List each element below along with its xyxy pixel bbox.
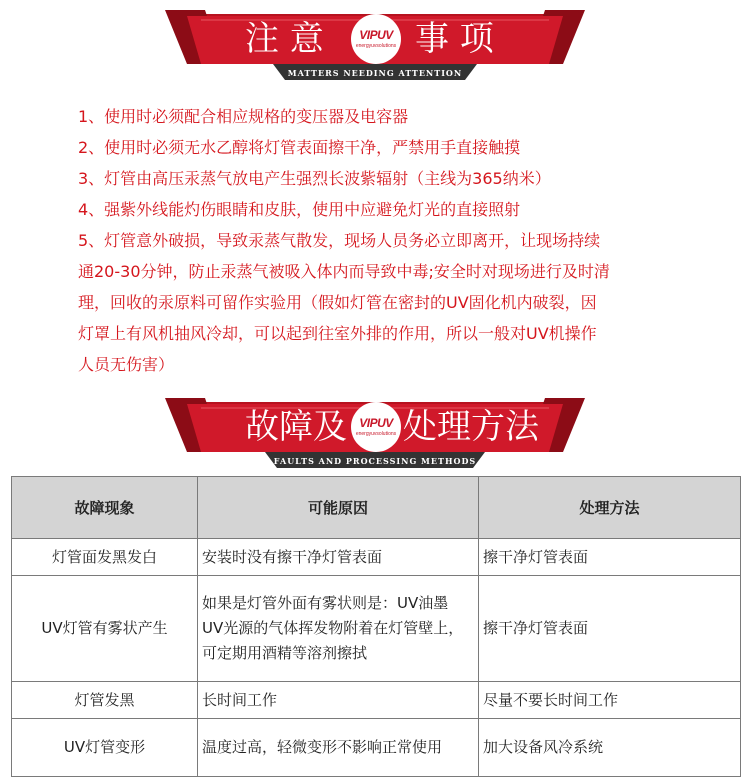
faults-table bbox=[11, 476, 741, 777]
column-header-cause: 可能原因 bbox=[198, 477, 479, 539]
note-line: 4、强紫外线能灼伤眼睛和皮肤，使用中应避免灯光的直接照射 bbox=[78, 200, 521, 219]
attention-banner bbox=[165, 8, 585, 78]
table-row bbox=[12, 719, 741, 777]
faults-title-left: 故障及 bbox=[245, 407, 347, 447]
fix-cell: 尽量不要长时间工作 bbox=[479, 682, 741, 719]
symptom-cell: UV灯管变形 bbox=[12, 719, 198, 777]
faults-title-right: 处理方法 bbox=[403, 407, 539, 447]
note-line: 通20-30分钟，防止汞蒸气被吸入体内而导致中毒;安全时对现场进行及时清 bbox=[78, 262, 610, 281]
table-row bbox=[12, 682, 741, 719]
column-header-symptom: 故障现象 bbox=[12, 477, 198, 539]
attention-title-right: 事 项 bbox=[415, 19, 494, 59]
cause-cell: 温度过高，轻微变形不影响正常使用 bbox=[198, 719, 479, 777]
attention-subtitle: MATTERS NEEDING ATTENTION bbox=[287, 68, 463, 78]
logo-subtext: energyuvsolutions bbox=[355, 43, 397, 49]
cause-cell: 安装时没有擦干净灯管表面 bbox=[198, 539, 479, 576]
note-line: 1、使用时必须配合相应规格的变压器及电容器 bbox=[78, 107, 409, 126]
note-line: 人员无伤害） bbox=[78, 355, 175, 374]
note-line: 2、使用时必须无水乙醇将灯管表面擦干净，严禁用手直接触摸 bbox=[78, 138, 521, 157]
column-header-fix: 处理方法 bbox=[479, 477, 741, 539]
symptom-cell: 灯管发黑 bbox=[12, 682, 198, 719]
attention-title-left: 注 意 bbox=[245, 19, 324, 59]
table-row bbox=[12, 576, 741, 682]
note-line: 理，回收的汞原料可留作实验用（假如灯管在密封的UV固化机内破裂，因 bbox=[78, 293, 597, 312]
cause-cell: 如果是灯管外面有雾状则是：UV油墨 UV光源的气体挥发物附着在灯管壁上，可定期用酒精等溶剂擦拭 bbox=[198, 576, 479, 682]
faults-subtitle: FAULTS AND PROCESSING METHODS bbox=[273, 456, 477, 466]
note-line: 5、灯管意外破损，导致汞蒸气散发，现场人员务必立即离开，让现场持续 bbox=[78, 231, 601, 250]
attention-notes-list bbox=[78, 101, 718, 380]
logo-subtext: energyuvsolutions bbox=[355, 431, 397, 437]
symptom-cell: 灯管面发黑发白 bbox=[12, 539, 198, 576]
fix-cell: 加大设备风冷系统 bbox=[479, 719, 741, 777]
cause-cell: 长时间工作 bbox=[198, 682, 479, 719]
faults-banner bbox=[165, 396, 585, 466]
fix-cell: 擦干净灯管表面 bbox=[479, 576, 741, 682]
note-line: 3、灯管由高压汞蒸气放电产生强烈长波紫辐射（主线为365纳米） bbox=[78, 169, 551, 188]
vipuv-logo bbox=[351, 402, 401, 452]
vipuv-logo bbox=[351, 14, 401, 64]
table-row bbox=[12, 539, 741, 576]
fix-cell: 擦干净灯管表面 bbox=[479, 539, 741, 576]
table-header-row bbox=[12, 477, 741, 539]
logo-text: VIPUV bbox=[359, 28, 393, 42]
logo-text: VIPUV bbox=[359, 416, 393, 430]
note-line: 灯罩上有风机抽风冷却，可以起到往室外排的作用，所以一般对UV机操作 bbox=[78, 324, 597, 343]
symptom-cell: UV灯管有雾状产生 bbox=[12, 576, 198, 682]
